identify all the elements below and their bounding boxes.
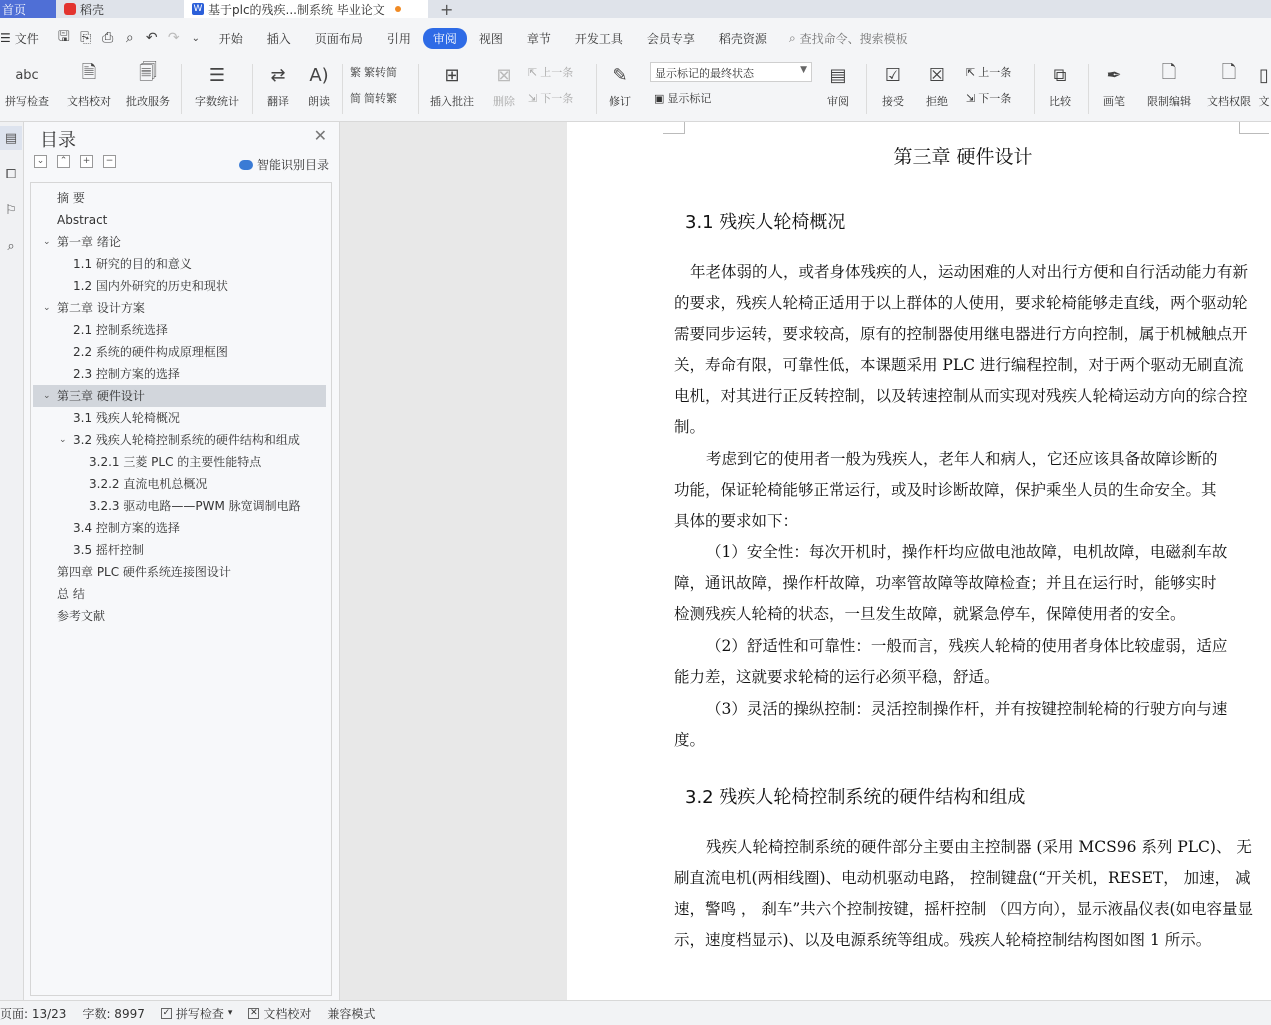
doc-proof-label: 文档校对: [67, 95, 111, 108]
toc-item[interactable]: [31, 605, 331, 627]
text-line: （1）安全性：每次开机时，操作杆均应做电池故障，电机故障，电磁刹车故: [706, 543, 1228, 561]
command-search[interactable]: [789, 30, 908, 47]
menu-member[interactable]: 会员专享: [646, 31, 695, 46]
insert-comment-label: 插入批注: [430, 95, 474, 108]
chevron-down-icon[interactable]: ⌄: [43, 303, 51, 313]
doc-permission-label: 文档权限: [1207, 95, 1251, 108]
file-menu-label: 文件: [14, 31, 39, 46]
print-preview-icon[interactable]: ⌕: [125, 30, 134, 46]
toc-list: [30, 182, 332, 996]
translate-button[interactable]: [258, 58, 298, 109]
toc-item-label: 1.1 研究的目的和意义: [73, 257, 192, 271]
toc-item[interactable]: [31, 473, 331, 495]
doc-proof-toggle-label: 文档校对: [263, 1006, 312, 1021]
markup-select-value: 显示标记的最终状态: [655, 67, 754, 80]
ribbon-overflow-label: 文: [1258, 95, 1270, 108]
compat-mode-label: 兼容模式: [327, 1006, 376, 1021]
page-gutter: [340, 122, 567, 1000]
show-markup-label: 显示标记: [667, 92, 712, 105]
search-placeholder: 查找命令、搜索模板: [799, 31, 908, 46]
menu-references[interactable]: 引用: [386, 31, 411, 46]
text-line: 检测残疾人轮椅的状态，一旦发生故障，就紧急停车，保障使用者的安全。: [674, 605, 1186, 623]
chapter-nav-icon[interactable]: ⧠: [5, 166, 17, 182]
ribbon-separator: [342, 64, 343, 114]
writer-doc-icon: W: [193, 4, 203, 14]
paragraph: [674, 832, 1264, 956]
print-icon[interactable]: ⎙: [102, 30, 114, 46]
next-change-button[interactable]: [966, 90, 1011, 106]
tab-daoke-label: 稻壳: [80, 2, 105, 17]
batch-service-icon: 🗐: [139, 62, 157, 83]
delete-comment-button[interactable]: [484, 58, 524, 109]
markup-display-select[interactable]: [650, 62, 812, 82]
word-count-label: 字数统计: [195, 95, 239, 108]
accept-icon: ☑: [884, 64, 902, 86]
reject-button[interactable]: [918, 58, 956, 109]
tab-daoke[interactable]: [56, 0, 184, 18]
restrict-edit-label: 限制编辑: [1147, 95, 1191, 108]
file-menu[interactable]: [0, 30, 39, 47]
tab-bar: [0, 0, 1271, 18]
margin-corner-right: [1239, 122, 1269, 134]
redo-icon[interactable]: ↷: [167, 30, 180, 46]
next-comment-label: 下一条: [540, 92, 574, 105]
menu-page-layout[interactable]: 页面布局: [314, 31, 363, 46]
menu-developer[interactable]: 开发工具: [574, 31, 623, 46]
ribbon-separator: [1088, 64, 1089, 114]
expand-all-icon[interactable]: ⌄: [34, 155, 47, 168]
menu-daoke-resources[interactable]: 稻壳资源: [718, 31, 767, 46]
smart-toc-icon: [239, 160, 253, 170]
search-icon: ⌕: [788, 30, 796, 45]
toc-item[interactable]: [31, 451, 331, 473]
add-level-icon[interactable]: +: [80, 155, 93, 168]
save-icon[interactable]: 🖫: [57, 29, 70, 45]
paragraph: [674, 631, 1264, 693]
export-pdf-icon[interactable]: ⎘: [80, 30, 92, 46]
translate-label: 翻译: [267, 95, 289, 108]
toc-item-label: 第二章 设计方案: [57, 301, 145, 315]
read-aloud-icon: A): [309, 64, 329, 86]
text-line: 速，警鸣 ， 刹车”共六个控制按键，摇杆控制 （四方向），显示液晶仪表(如电容量显: [674, 900, 1254, 918]
next-comment-button[interactable]: [528, 90, 573, 106]
toc-item-label: 2.3 控制方案的选择: [73, 367, 180, 381]
paragraph: [674, 694, 1264, 756]
daoke-logo-icon: [64, 3, 76, 15]
ribbon-separator: [866, 64, 867, 114]
pen-icon: ✒: [1106, 64, 1122, 86]
prev-comment-icon: ⇱: [528, 65, 538, 79]
find-icon[interactable]: ⌕: [7, 238, 15, 254]
doc-permission-button[interactable]: [1202, 58, 1256, 109]
toc-item-label: 3.5 摇杆控制: [73, 543, 144, 557]
read-aloud-label: 朗读: [308, 95, 330, 108]
toc-item[interactable]: [31, 275, 331, 297]
doc-proof-toggle[interactable]: [248, 1005, 311, 1022]
document-page[interactable]: [567, 122, 1271, 1000]
trad-to-simp-button[interactable]: [350, 64, 397, 80]
text-line: 电机，对其进行正反转控制，以及转速控制从而实现对残疾人轮椅运动方向的综合控: [674, 387, 1248, 405]
compare-button[interactable]: [1040, 58, 1080, 109]
toc-panel: [24, 122, 340, 1000]
ribbon-separator: [418, 64, 419, 114]
track-changes-label: 修订: [609, 95, 631, 108]
trad-to-simp-icon: 繁: [350, 66, 361, 79]
track-changes-icon: ✎: [612, 64, 628, 86]
read-aloud-button[interactable]: [300, 58, 338, 109]
chapter-title: 第三章 硬件设计: [893, 146, 1033, 168]
spellcheck-toggle-label: 拼写检查: [175, 1006, 224, 1021]
show-markup-icon: ▣: [654, 91, 665, 105]
review-pane-icon: ▤: [829, 64, 847, 86]
text-line: 的要求，残疾人轮椅正适用于以上群体的人使用，要求轮椅能够走直线，两个驱动轮: [674, 294, 1248, 312]
tab-document-label: 基于plc的残疾...制系统 毕业论文: [208, 2, 385, 17]
compare-icon: ⧉: [1053, 64, 1067, 86]
text-line: 关，寿命有限，可靠性低，本课题采用 PLC 进行编程控制，对于两个驱动无刷直流: [674, 356, 1244, 374]
toc-item-label: 3.4 控制方案的选择: [73, 521, 180, 535]
section-title: 3.1 残疾人轮椅概况: [685, 212, 846, 233]
smart-toc-label: 智能识别目录: [256, 158, 329, 172]
text-line: 考虑到它的使用者一般为残疾人，老年人和病人，它还应该具备故障诊断的: [706, 450, 1218, 468]
toc-item[interactable]: [31, 341, 331, 363]
prev-change-label: 上一条: [978, 66, 1012, 79]
toc-item-label: Abstract: [57, 213, 108, 227]
review-pane-label: 审阅: [827, 95, 849, 108]
ribbon-separator: [1034, 64, 1035, 114]
text-line: 度。: [674, 731, 706, 749]
insert-comment-button[interactable]: [424, 58, 480, 109]
spellcheck-icon: abc: [15, 67, 39, 83]
toc-item-selected[interactable]: [33, 385, 326, 407]
section-title: 3.2 残疾人轮椅控制系统的硬件结构和组成: [685, 787, 1026, 808]
ribbon-separator: [596, 64, 597, 114]
toc-item[interactable]: [31, 297, 331, 319]
text-line: （2）舒适性和可靠性：一般而言，残疾人轮椅的使用者身体比较虚弱，适应: [706, 637, 1228, 655]
toc-item[interactable]: [31, 319, 331, 341]
compare-label: 比较: [1049, 95, 1071, 108]
smart-toc-button[interactable]: [239, 156, 329, 173]
review-pane-button[interactable]: [818, 58, 858, 109]
simp-to-trad-button[interactable]: [350, 90, 397, 106]
toc-item[interactable]: [31, 407, 331, 429]
delete-comment-icon: ⊠: [496, 64, 512, 86]
remove-level-icon[interactable]: −: [103, 155, 116, 168]
word-count-icon: ☰: [208, 64, 226, 86]
text-line: 年老体弱的人，或者身体残疾的人，运动困难的人对出行方便和自行活动能力有新: [690, 263, 1249, 281]
toc-item-label: 参考文献: [57, 609, 106, 623]
hamburger-icon: ☰: [0, 31, 11, 45]
paragraph: [674, 444, 1264, 537]
toc-item[interactable]: [31, 517, 331, 539]
text-line: 障，通讯故障，操作杆故障，功率管故障等故障检查；并且在运行时，能够实时: [674, 574, 1217, 592]
toc-nav-icon[interactable]: ▤: [0, 126, 22, 150]
ribbon-separator: [181, 64, 182, 114]
toc-item[interactable]: [31, 363, 331, 385]
text-line: 示，速度档显示)、以及电源系统等组成。残疾人轮椅控制结构图如图 1 所示。: [674, 931, 1212, 949]
toc-item-label: 3.2.1 三菱 PLC 的主要性能特点: [89, 455, 262, 469]
menu-bar: [0, 18, 1271, 58]
nav-strip: [0, 122, 24, 1000]
accept-label: 接受: [882, 95, 904, 108]
text-line: 能力差，这就要求轮椅的运行必须平稳，舒适。: [674, 668, 1000, 686]
toc-item-label: 第四章 PLC 硬件系统连接图设计: [57, 565, 231, 579]
toc-title: 目录: [40, 130, 76, 151]
text-line: 制。: [674, 418, 706, 436]
word-count-button[interactable]: [189, 58, 245, 109]
toc-item-label: 3.2.2 直流电机总概况: [89, 477, 208, 491]
accept-button[interactable]: [874, 58, 912, 109]
review-ribbon: [0, 58, 1271, 122]
reject-label: 拒绝: [926, 95, 948, 108]
batch-service-label: 批改服务: [126, 95, 170, 108]
overflow-icon: ▯: [1259, 64, 1269, 86]
toc-item-label: 第一章 绪论: [57, 235, 121, 249]
doc-proof-button[interactable]: [62, 58, 116, 109]
bookmark-icon[interactable]: ⚐: [5, 202, 17, 218]
paragraph: [674, 257, 1264, 443]
translate-icon: ⇄: [270, 64, 286, 86]
toc-item-label: 总 结: [57, 587, 85, 601]
simp-to-trad-icon: 简: [350, 92, 361, 105]
restrict-edit-button[interactable]: [1142, 58, 1196, 109]
toc-item[interactable]: [31, 539, 331, 561]
ribbon-overflow-button[interactable]: [1258, 58, 1270, 109]
pen-button[interactable]: [1094, 58, 1134, 109]
collapse-all-icon[interactable]: ⌃: [57, 155, 70, 168]
spellcheck-button[interactable]: [0, 58, 54, 109]
menu-review[interactable]: 审阅: [423, 28, 467, 49]
word-count-indicator[interactable]: 字数: 8997: [82, 1006, 145, 1021]
batch-service-button[interactable]: [121, 58, 175, 109]
chevron-down-icon: ▼: [800, 65, 807, 75]
toc-toolbar: [34, 155, 116, 168]
permission-icon: 🗋: [1221, 62, 1237, 83]
track-changes-button[interactable]: [602, 58, 638, 109]
chevron-down-icon[interactable]: ⌄: [43, 391, 51, 401]
tab-document[interactable]: [184, 0, 428, 18]
chevron-down-icon: ▾: [227, 1008, 233, 1018]
toc-item[interactable]: [31, 253, 331, 275]
quick-access-dropdown-icon[interactable]: ⌄: [191, 32, 200, 44]
undo-icon[interactable]: ↶: [145, 30, 158, 46]
text-line: 残疾人轮椅控制系统的硬件部分主要由主控制器 (采用 MCS96 系列 PLC)、 无: [706, 838, 1252, 856]
simp-to-trad-label: 简转繁: [364, 92, 397, 105]
menu-chapter[interactable]: 章节: [526, 31, 551, 46]
delete-comment-label: 删除: [493, 95, 515, 108]
toc-item-label: 1.2 国内外研究的历史和现状: [73, 279, 228, 293]
spellcheck-toggle[interactable]: [161, 1005, 233, 1022]
lock-doc-icon: 🗋: [1161, 62, 1177, 83]
text-line: 具体的要求如下：: [674, 512, 799, 530]
toc-item[interactable]: [31, 561, 331, 583]
show-markup-button[interactable]: [654, 90, 711, 106]
toc-item[interactable]: [31, 209, 331, 231]
ribbon-separator: [252, 64, 253, 114]
toc-item[interactable]: [31, 583, 331, 605]
next-change-icon: ⇲: [966, 91, 976, 105]
text-line: 刷直流电机(两相线圈)、电动机驱动电路， 控制键盘(“开关机，RESET， 加速， 减: [674, 869, 1251, 887]
text-line: （3）灵活的操纵控制：灵活控制操作杆，并有按键控制轮椅的行驶方向与速: [706, 700, 1228, 718]
toc-item[interactable]: [31, 231, 331, 253]
text-line: 需要同步运转，要求较高，原有的控制器使用继电器进行方向控制，属于机械触点开: [674, 325, 1248, 343]
insert-comment-icon: ⊞: [444, 64, 460, 86]
margin-corner-left: [663, 122, 685, 134]
status-bar: [0, 1000, 1271, 1025]
toc-item-label: 2.2 系统的硬件构成原理框图: [73, 345, 228, 359]
toc-item-label: 3.2 残疾人轮椅控制系统的硬件结构和组成: [73, 433, 300, 447]
checkbox-icon: ✕: [250, 1007, 258, 1018]
paragraph: [674, 537, 1264, 630]
prev-comment-button[interactable]: [528, 64, 573, 80]
toc-item-label: 3.2.3 驱动电路——PWM 脉宽调制电路: [89, 499, 301, 513]
trad-to-simp-label: 繁转简: [364, 66, 397, 79]
toc-item-label: 3.1 残疾人轮椅概况: [73, 411, 180, 425]
next-change-label: 下一条: [978, 92, 1012, 105]
menu-insert[interactable]: 插入: [266, 31, 291, 46]
doc-proof-icon: 🗎: [81, 62, 97, 83]
toc-item-label: 第三章 硬件设计: [57, 389, 145, 403]
spellcheck-label: 拼写检查: [5, 95, 49, 108]
close-icon[interactable]: ✕: [313, 126, 327, 145]
menu-view[interactable]: 视图: [478, 31, 503, 46]
toc-item-label: 摘 要: [57, 191, 85, 205]
chevron-down-icon[interactable]: ⌄: [43, 237, 51, 247]
prev-change-button[interactable]: [966, 64, 1011, 80]
tab-home[interactable]: [0, 0, 56, 18]
reject-icon: ☒: [928, 64, 946, 86]
chevron-down-icon[interactable]: ⌄: [59, 435, 67, 445]
unsaved-dot-icon: [395, 6, 401, 12]
prev-comment-label: 上一条: [540, 66, 574, 79]
page-indicator[interactable]: 页面: 13/23: [0, 1006, 67, 1021]
toc-item[interactable]: [31, 429, 331, 451]
prev-change-icon: ⇱: [966, 65, 976, 79]
toc-item[interactable]: [31, 187, 331, 209]
menu-start[interactable]: 开始: [218, 31, 243, 46]
new-tab-button[interactable]: +: [440, 0, 454, 19]
toc-item[interactable]: [31, 495, 331, 517]
pen-label: 画笔: [1103, 95, 1125, 108]
next-comment-icon: ⇲: [528, 91, 538, 105]
toc-item-label: 2.1 控制系统选择: [73, 323, 168, 337]
tab-home-label: 首页: [2, 2, 27, 17]
text-line: 功能，保证轮椅能够正常运行，或及时诊断故障，保护乘坐人员的生命安全。其: [674, 481, 1217, 499]
checkbox-icon: ✓: [162, 1007, 171, 1018]
